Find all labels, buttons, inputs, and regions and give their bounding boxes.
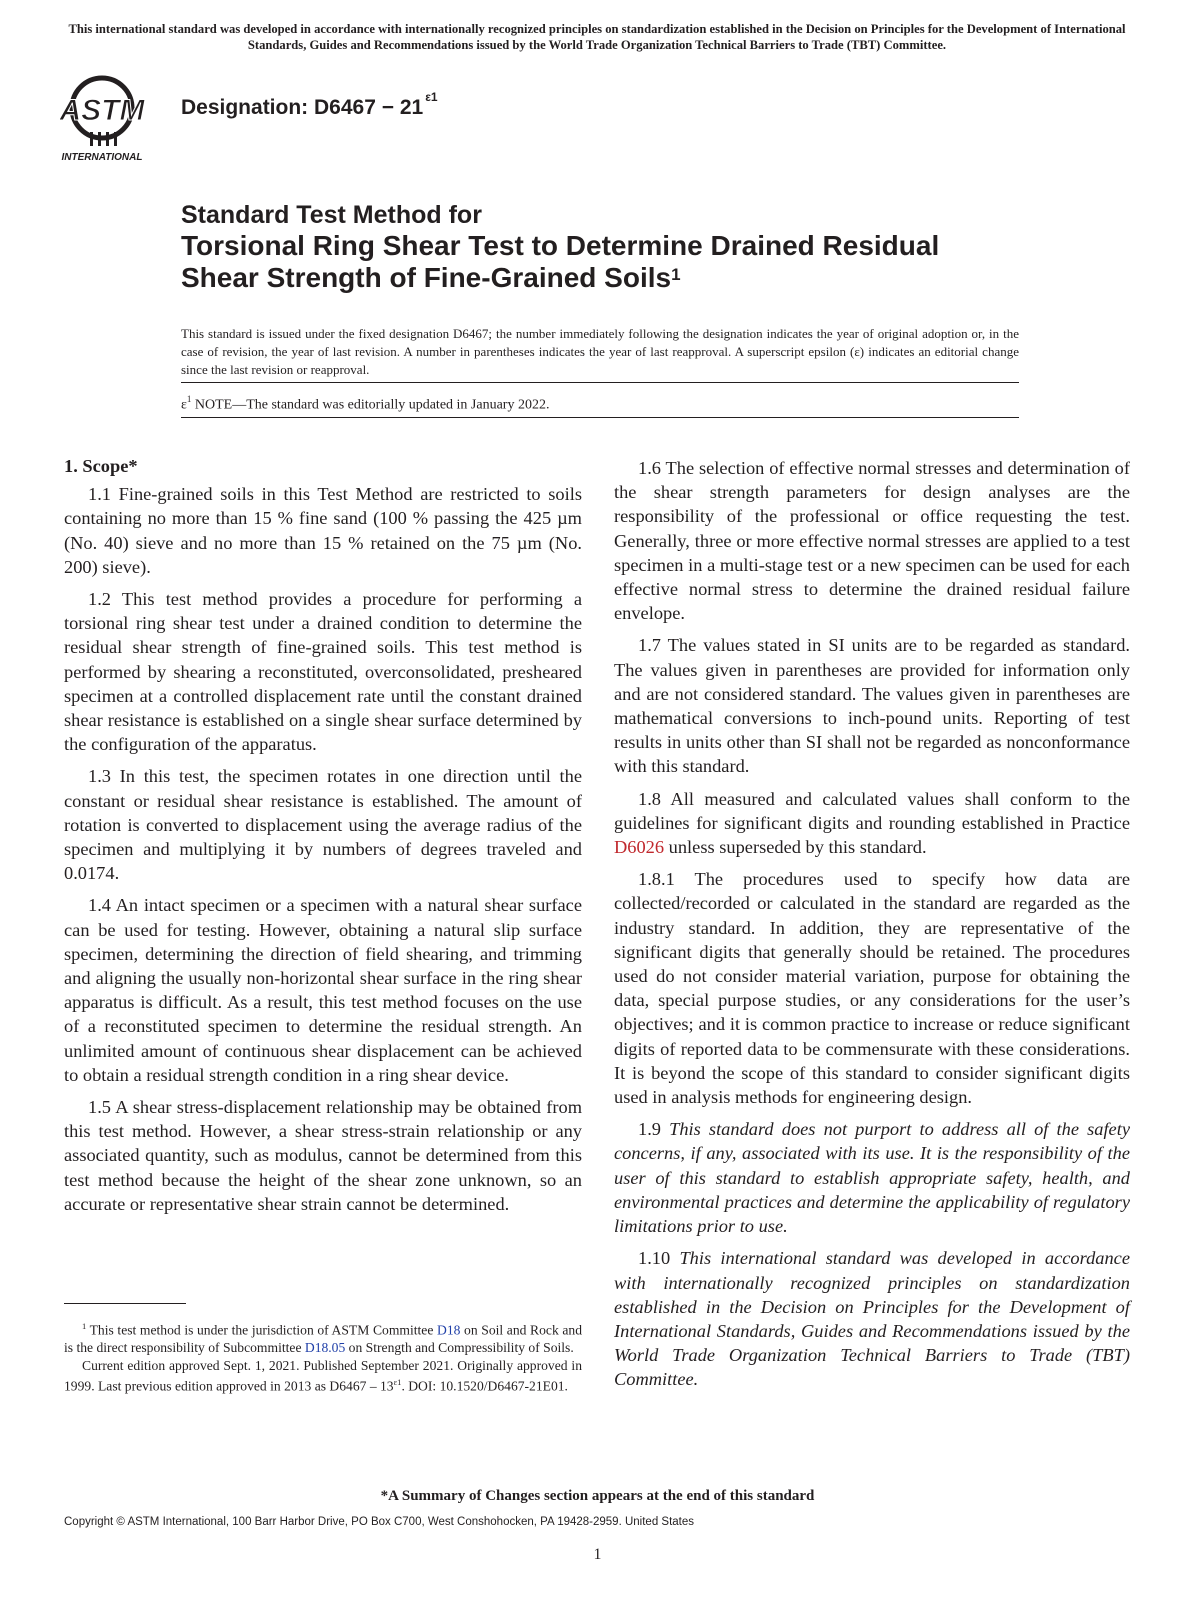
summary-of-changes-note: *A Summary of Changes section appears at the end of this standard xyxy=(380,1488,815,1504)
footnote-edition-a: Current edition approved Sept. 1, 2021. Published September 2021. Originally approved in 1999. Last previous edition approved in 2013 as D6467 – 13 xyxy=(64,1357,582,1394)
copyright: Copyright © ASTM International, 100 Barr Harbor Drive, PO Box C700, West Conshohocken, PA 19428-2959. United States xyxy=(64,1516,695,1528)
footnote-rule xyxy=(64,1303,186,1304)
section-1-7: 1.7 The values stated in SI units are to be regarded as standard. The values given in parentheses are provided for information only and are not considered standard. The values given in parentheses are mathematical conversions to inch-pound units. Reporting of test results in units other than SI shall not be regarded as nonconformance with this standard. xyxy=(614,635,1130,777)
logo-subtext: INTERNATIONAL xyxy=(61,152,143,163)
section-1-5: 1.5 A shear stress-displacement relationship may be obtained from this test method. However, a shear stress-strain relationship or any associated quantity, such as modulus, cannot be determined from this test method because the height of the shear zone unknown, so an accurate or representative shear strain cannot be determined. xyxy=(64,1097,582,1214)
designation-label: Designation: D6467 − 21 xyxy=(181,96,424,119)
editorial-note-mark: ε xyxy=(181,397,187,413)
right-column xyxy=(614,456,1130,1400)
editorial-note-text: NOTE—The standard was editorially updated in January 2022. xyxy=(191,397,550,413)
top-rule xyxy=(181,382,1019,383)
footnote-edition xyxy=(64,1357,582,1396)
section-1-8-text-a: 1.8 All measured and calculated values shall conform to the guidelines for significant digits and rounding established in Practice xyxy=(614,788,1130,833)
section-1-2: 1.2 This test method provides a procedure for performing a torsional ring shear test under a drained condition to determine the residual shear strength of fine-grained soils. This test method is performed by shearing a reconstituted, overconsolidated, presheared specimen at a controlled displacement rate until the constant drained shear resistance is established on a single shear surface determined by the configuration of the apparatus. xyxy=(64,589,582,755)
svg-text:ASTM: ASTM xyxy=(60,94,145,127)
section-1-9-text: This standard does not purport to address all of the safety concerns, if any, associated with its use. It is the responsibility of the user of this standard to establish appropriate safety, health, and environmental practices and determine the applicability of regulatory limitations prior to use. xyxy=(614,1119,1130,1237)
footnote-edition-sup: ε1 xyxy=(393,1377,402,1388)
footnote-mark: 1 xyxy=(82,1321,87,1331)
section-1-8-text-b: unless superseded by this standard. xyxy=(664,837,927,858)
section-1-9-number: 1.9 xyxy=(638,1119,670,1140)
title-block xyxy=(181,200,1081,294)
title-line-3 xyxy=(181,262,1081,294)
title-line-1: Standard Test Method for xyxy=(181,201,482,229)
wto-notice: This international standard was developed in accordance with internationally recognized principles on standardization established in the Decision on Principles for the Development of International Standards, Guides and Recommendations issued by the World Trade Organization Technical Barriers to Trade (TBT) Committee. xyxy=(68,22,1126,52)
footnote-jurisdiction xyxy=(64,1318,582,1357)
astm-logo xyxy=(60,68,170,166)
editorial-note xyxy=(181,395,549,414)
title-line-3-text: Shear Strength of Fine-Grained Soils xyxy=(181,262,672,293)
section-1-10-number: 1.10 xyxy=(638,1248,680,1269)
title-line-2: Torsional Ring Shear Test to Determine Drained Residual xyxy=(181,230,940,261)
section-1-8 xyxy=(614,787,1130,860)
section-1-1: 1.1 Fine-grained soils in this Test Method are restricted to soils containing no more than 15 % fine sand (100 % passing the 425 µm (No. 40) sieve and no more than 15 % retained on the 75 µm (No. 200) sieve). xyxy=(64,484,582,577)
editorial-note-sup: 1 xyxy=(186,394,192,404)
page-number: 1 xyxy=(593,1546,602,1563)
d18-link[interactable]: D18 xyxy=(437,1322,461,1338)
d6026-link[interactable]: D6026 xyxy=(614,837,665,858)
section-1-4: 1.4 An intact specimen or a specimen with a natural shear surface can be used for testing. However, obtaining a natural slip surface specimen, determining the direction of field shearing, and trimming and aligning the usually non-horizontal shear surface in the ring shear apparatus is difficult. As a result, this test method focuses on the use of a reconstituted specimen to determine the residual strength. An unlimited amount of continuous shear displacement can be achieved to obtain a residual strength condition in a ring shear device. xyxy=(64,895,582,1085)
footnote-text-c: on Strength and Compressibility of Soils. xyxy=(345,1340,574,1356)
section-1-10-text: This international standard was developed in accordance with internationally recognized principles on standardization established in the Decision on Principles for the Development of International Standards, Guides and Recommendations issued by the World Trade Organization Technical Barriers to Trade (TBT) Committee. xyxy=(614,1248,1131,1390)
footnote-text-b: on Soil and Rock and is the direct responsibility of Subcommittee xyxy=(64,1322,582,1356)
section-1-6: 1.6 The selection of effective normal stresses and determination of the shear strength parameters for design analyses are the responsibility of the professional or office requesting the test. Generally, three or more effective normal stresses are applied to a test specimen in a multi-stage test or a new specimen can be used for each effective normal stress to determine the drained residual failure envelope. xyxy=(614,458,1130,624)
footnote-edition-b: . DOI: 10.1520/D6467-21E01. xyxy=(401,1378,568,1394)
footnote-text-a: This test method is under the jurisdiction of ASTM Committee xyxy=(86,1322,437,1338)
left-column xyxy=(64,454,582,1224)
section-1-3: 1.3 In this test, the specimen rotates in one direction until the constant or residual shear resistance is established. The amount of rotation is converted to displacement using the average radius of the specimen and multiplying it by numbers of degrees traveled and 0.0174. xyxy=(64,766,582,884)
section-1-8-1: 1.8.1 The procedures used to specify how data are collected/recorded or calculated in the standard are regarded as the industry standard. In addition, they are representative of the significant digits that generally should be retained. The procedures used do not consider material variation, purpose for obtaining the data, special purpose studies, or any considerations for the user’s objectives; and it is common practice to increase or reduce significant digits of reported data to be commensurate with these considerations. It is beyond the scope of this standard to consider significant digits used in analysis methods for engineering design. xyxy=(614,869,1130,1108)
scope-heading: 1. Scope* xyxy=(64,456,138,476)
bottom-rule xyxy=(181,417,1019,418)
designation xyxy=(181,90,438,120)
issued-text: This standard is issued under the fixed designation D6467; the number immediately following the designation indicates the year of original adoption or, in the case of revision, the year of last revision. A number in parentheses indicates the year of last reapproval. A superscript epsilon (ε) indicates an editorial change since the last revision or reapproval. xyxy=(181,326,1019,378)
d18-05-link[interactable]: D18.05 xyxy=(304,1340,346,1356)
title-footnote-mark: 1 xyxy=(671,265,681,284)
footnote xyxy=(64,1318,582,1395)
designation-superscript: ε1 xyxy=(425,90,438,104)
section-1-9 xyxy=(614,1117,1130,1238)
section-1-10 xyxy=(614,1246,1130,1391)
